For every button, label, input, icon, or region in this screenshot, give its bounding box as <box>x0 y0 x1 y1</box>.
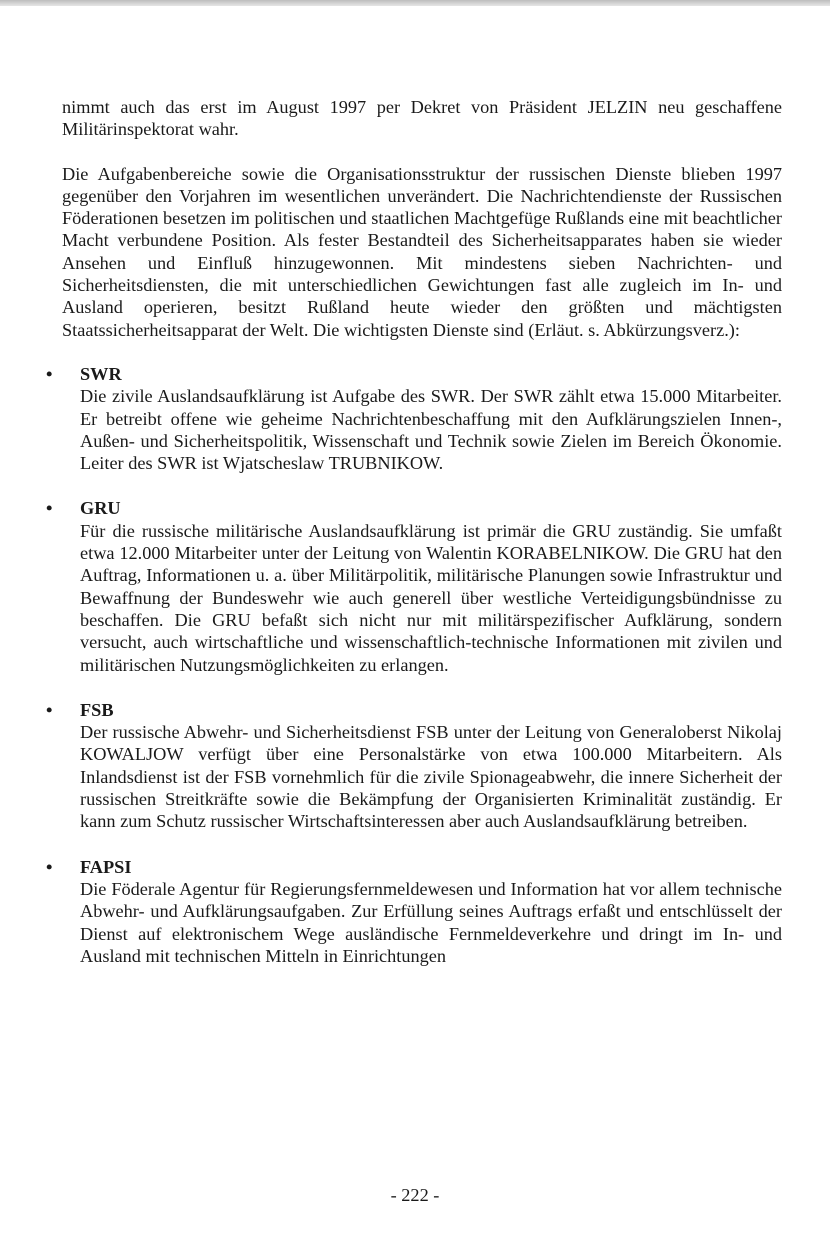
intro-paragraph-2: Die Aufgabenbereiche sowie die Organisationsstruktur der russischen Dienste blieben 1997 gegenüber den Vorjahren im wesentlichen unverändert. Die Nachrichtendienste der Russischen Föderationen besetzen im politischen und staatlichen Machtgefüge Rußlands eine mit beachtlicher Macht verbundene Position. Als fester Bestandteil des Sicherheitsapparates haben sie wieder Ansehen und Einfluß hinzugewonnen. Mit mindestens sieben Nachrichten- und Sicherheitsdiensten, die mit unterschiedlichen Gewichtungen fast alle zugleich im In- und Ausland operieren, besitzt Rußland heute wieder den größten und mächtigsten Staatssicherheitsapparat der Welt. Die wichtigsten Dienste sind (Erläut. s. Abkürzungsverz.): <box>62 163 782 340</box>
page-body <box>46 96 782 990</box>
section-title-fapsi: FAPSI <box>80 856 132 877</box>
section-fsb <box>46 699 782 833</box>
page-number: - 222 - <box>390 1185 440 1205</box>
section-body-gru: Für die russische militärische Auslandsaufklärung ist primär die GRU zuständig. Sie umfaßt etwa 12.000 Mitarbeiter unter der Leitung von Walentin KORABELNIKOW. Die GRU hat den Auftrag, Informationen u. a. über Militärpolitik, militärische Planungen sowie Infrastruktur und Bewaffnung der Bundeswehr wie auch generell über westliche Verteidigungsbündnisse zu beschaffen. Die GRU befaßt sich nicht nur mit militärspezifischer Aufklärung, sondern versucht, auch wirtschaftliche und wissenschaftlich-technische Informationen mit zivilen und militärischen Nutzungsmöglichkeiten zu erlangen. <box>80 520 782 675</box>
section-gru <box>46 497 782 675</box>
section-fapsi <box>46 856 782 967</box>
bullet-marker: • <box>46 856 53 877</box>
bullet-marker: • <box>46 699 53 720</box>
intro-paragraph-1: nimmt auch das erst im August 1997 per Dekret von Präsident JELZIN neu geschaffene Militärinspektorat wahr. <box>62 97 782 140</box>
section-body-fsb: Der russische Abwehr- und Sicherheitsdienst FSB unter der Leitung von Generaloberst Nikolaj KOWALJOW verfügt über eine Personalstärke von etwa 100.000 Mitarbeitern. Als Inlandsdienst ist der FSB vornehmlich für die zivile Spionageabwehr, die innere Sicherheit der russischen Streitkräfte sowie die Bekämpfung der Organisierten Kriminalität zuständig. Er kann zum Schutz russischer Wirtschaftsinteressen aber auch Auslandsaufklärung betreiben. <box>80 722 782 832</box>
section-body-swr: Die zivile Auslandsaufklärung ist Aufgabe des SWR. Der SWR zählt etwa 15.000 Mitarbeiter. Er betreibt offene wie geheime Nachrichtenbeschaffung mit den Aufklärungszielen Innen-, Außen- und Sicherheitspolitik, Wissenschaft und Technik sowie Zielen im Bereich Ökonomie. Leiter des SWR ist Wjatscheslaw TRUBNIKOW. <box>80 386 782 474</box>
section-title-fsb: FSB <box>80 699 114 720</box>
section-title-swr: SWR <box>80 363 122 384</box>
section-title-gru: GRU <box>80 498 121 519</box>
section-body-fapsi: Die Föderale Agentur für Regierungsfernmeldewesen und Information hat vor allem technische Abwehr- und Aufklärungsaufgaben. Zur Erfüllung seines Auftrags erfaßt und entschlüsselt der Dienst auf elektronischem Wege ausländische Fernmeldeverkehre und dringt im In- und Ausland mit technischen Mitteln in Einrichtungen <box>80 878 782 966</box>
bullet-marker: • <box>46 363 53 384</box>
top-scan-edge <box>0 0 830 6</box>
section-swr <box>46 363 782 474</box>
bullet-marker: • <box>46 498 53 519</box>
